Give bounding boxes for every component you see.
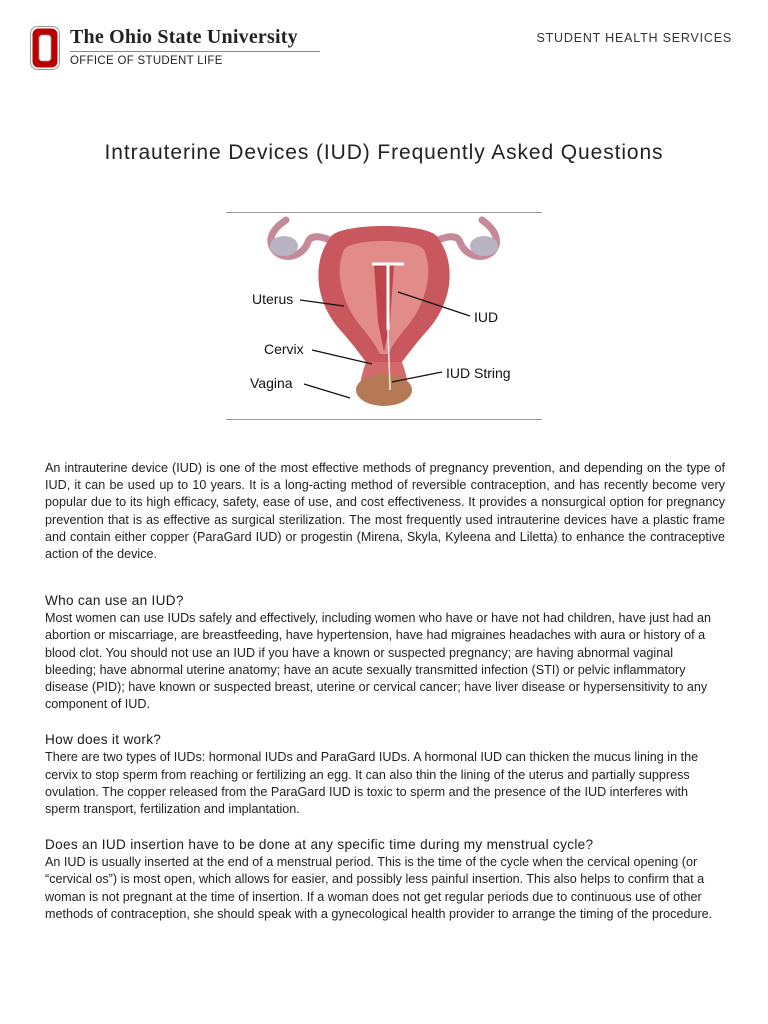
iud-anatomy-figure bbox=[226, 212, 542, 420]
office-name: OFFICE OF STUDENT LIFE bbox=[70, 55, 223, 67]
faq-question: How does it work? bbox=[45, 732, 162, 748]
page-header bbox=[0, 0, 768, 80]
label-cervix: Cervix bbox=[264, 341, 304, 357]
label-uterus: Uterus bbox=[252, 291, 294, 307]
faq-answer: There are two types of IUDs: hormonal IUDs and ParaGard IUDs. A hormonal IUD can thicken the mucus lining in the cervix to stop sperm from reaching or fertilizing an egg. It can also thin the lining of the uterus and partially suppress ovulation. The copper released from the ParaGard IUD is toxic to sperm and the presence of the IUD interferes with sperm transport, fertilization and implantation. bbox=[45, 750, 699, 817]
page-title: Intrauterine Devices (IUD) Frequently Asked Questions bbox=[104, 141, 664, 164]
university-name: The Ohio State University bbox=[70, 26, 298, 48]
article-body bbox=[45, 460, 725, 941]
label-vagina: Vagina bbox=[250, 375, 293, 391]
label-iud-string: IUD String bbox=[446, 365, 511, 381]
uterus-illustration-icon bbox=[226, 212, 542, 420]
faq-answer: An IUD is usually inserted at the end of a menstrual period. This is the time of the cycle when the cervical opening (or “cervical os”) is most open, which allows for easier, and possibly less painful insertion. This also helps to confirm that a woman is not pregnant at the time of insertion. If a woman does not get regular periods due to continuous use of other methods of contraception, she should speak with a gynecological health provider to arrange the timing of the procedure. bbox=[45, 855, 713, 921]
intro-paragraph: An intrauterine device (IUD) is one of the most effective methods of pregnancy prevention, and depending on the type of IUD, it can be used up to 10 years. It is a long-acting method of reversible contraception, and has recently become very popular due to its high efficacy, safety, ease of use, and cost effectiveness. It provides a nonsurgical option for pregnancy prevention that is as effective as surgical sterilization. The most frequently used intrauterine devices have a plastic frame and contain either copper (ParaGard IUD) or progestin (Mirena, Skyla, Kyleena and Liletta) to enhance the contraceptive action of the device. bbox=[45, 461, 725, 562]
faq-question: Who can use an IUD? bbox=[45, 593, 184, 609]
department-name: STUDENT HEALTH SERVICES bbox=[536, 31, 732, 45]
label-iud: IUD bbox=[474, 309, 499, 325]
block-o-logo-icon bbox=[30, 26, 60, 70]
header-divider bbox=[70, 51, 320, 52]
faq-question: Does an IUD insertion have to be done at any specific time during my menstrual cycle? bbox=[45, 837, 594, 853]
faq-answer: Most women can use IUDs safely and effectively, including women who have or have not had children, have just had an abortion or miscarriage, are breastfeeding, have hypertension, have had migraines headaches with aura or history of a blood clot. You should not use an IUD if you have a known or suspected pregnancy; are having abnormal vaginal bleeding; have abnormal uterine anatomy; have an acute sexually transmitted infection (STI) or pelvic inflammatory disease (PID); have known or suspected breast, uterine or cervical cancer; have liver disease or hypersensitivity to any component of IUD. bbox=[45, 611, 711, 712]
